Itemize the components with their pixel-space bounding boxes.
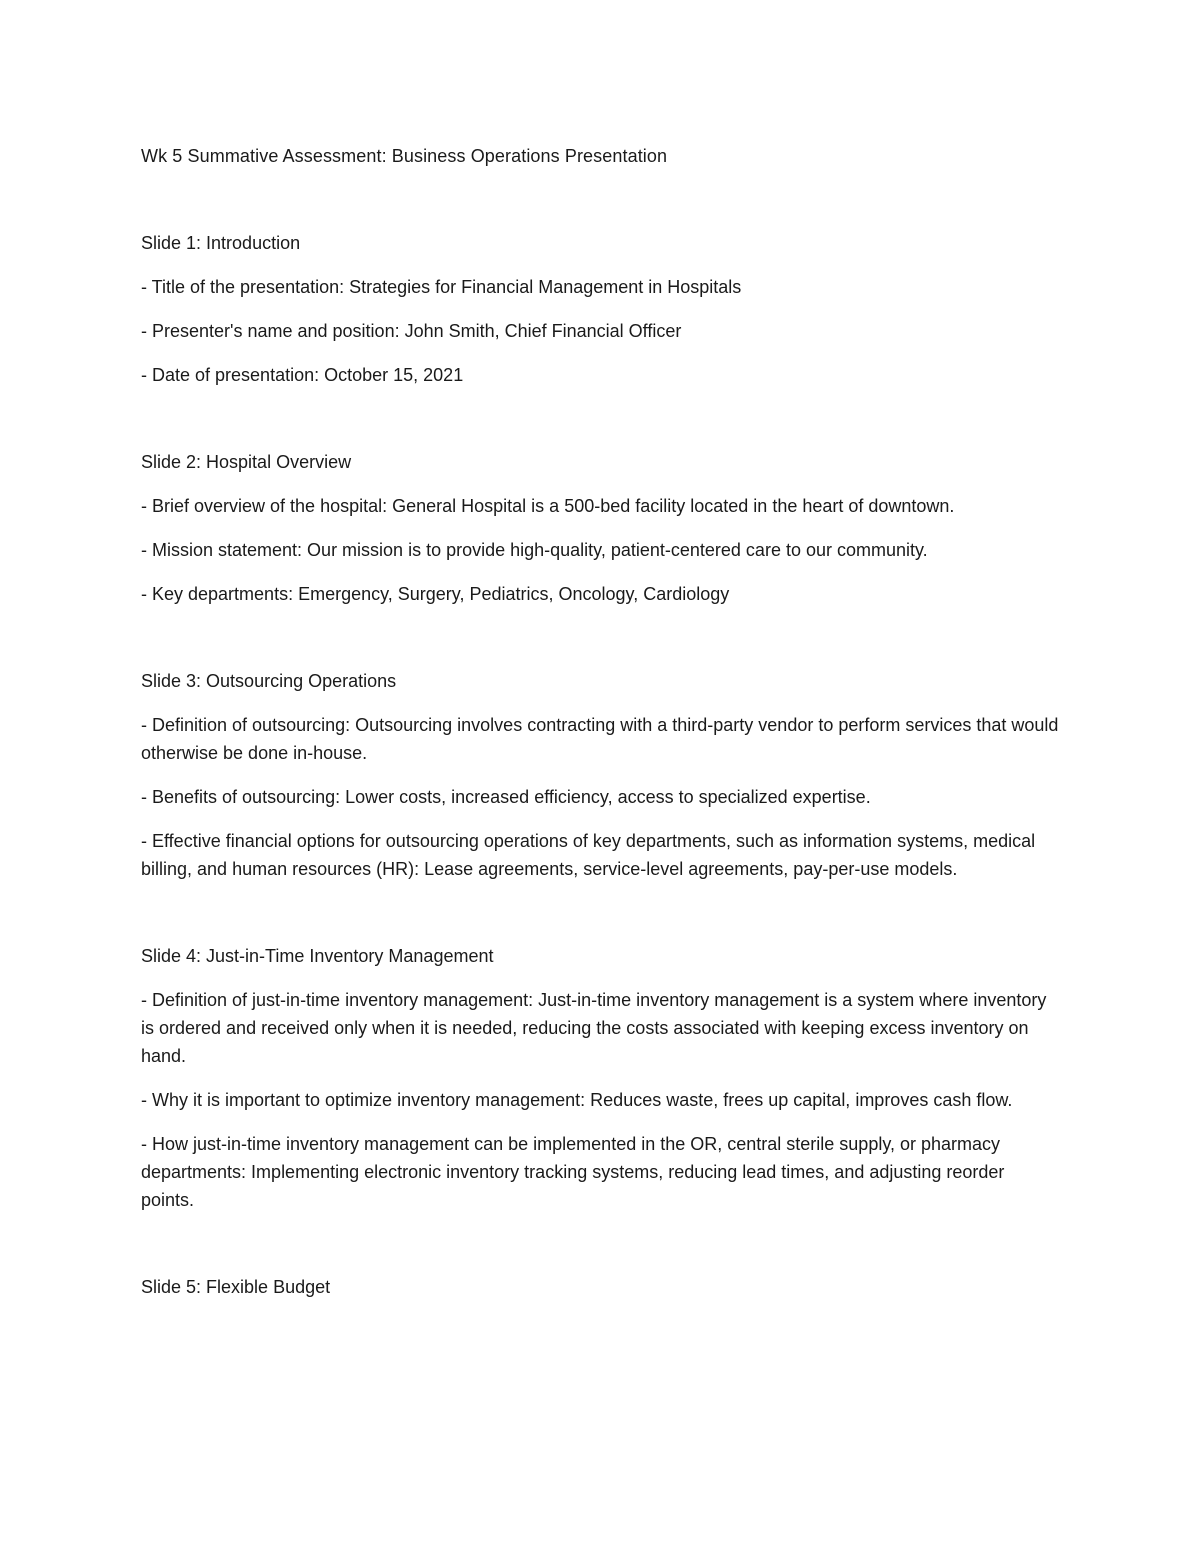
bullet-item: - Definition of outsourcing: Outsourcing involves contracting with a third-party vendor to perform services that would otherwise be done in-house. — [141, 715, 1059, 763]
section-heading: Slide 3: Outsourcing Operations — [141, 671, 397, 691]
section-slide-5 — [141, 1273, 1061, 1301]
bullet-item: - Key departments: Emergency, Surgery, Pediatrics, Oncology, Cardiology — [141, 584, 730, 604]
section-slide-1 — [141, 229, 1061, 389]
bullet-item: - Presenter's name and position: John Smith, Chief Financial Officer — [141, 321, 682, 341]
document-title: Wk 5 Summative Assessment: Business Operations Presentation — [141, 146, 668, 166]
section-heading: Slide 5: Flexible Budget — [141, 1277, 331, 1297]
section-heading: Slide 4: Just-in-Time Inventory Management — [141, 946, 494, 966]
bullet-item: - Definition of just-in-time inventory management: Just-in-time inventory management is a system where inventory is ordered and received only when it is needed, reducing the costs associated with keeping excess inventory on hand. — [141, 990, 1047, 1066]
section-heading: Slide 1: Introduction — [141, 233, 301, 253]
bullet-item: - Brief overview of the hospital: General Hospital is a 500-bed facility located in the heart of downtown. — [141, 496, 955, 516]
bullet-item: - Effective financial options for outsourcing operations of key departments, such as information systems, medical billing, and human resources (HR): Lease agreements, service-level agreements, pay-per-use models. — [141, 831, 1036, 879]
bullet-item: - Date of presentation: October 15, 2021 — [141, 365, 464, 385]
bullet-item: - Title of the presentation: Strategies for Financial Management in Hospitals — [141, 277, 742, 297]
bullet-item: - How just-in-time inventory management can be implemented in the OR, central sterile supply, or pharmacy departments: Implementing electronic inventory tracking systems, reducing lead times, and adjusting reorder points. — [141, 1134, 1005, 1210]
document-content — [141, 142, 1061, 1301]
section-slide-2 — [141, 448, 1061, 608]
bullet-item: - Mission statement: Our mission is to provide high-quality, patient-centered care to our community. — [141, 540, 928, 560]
section-slide-4 — [141, 942, 1061, 1214]
bullet-item: - Benefits of outsourcing: Lower costs, increased efficiency, access to specialized expertise. — [141, 787, 871, 807]
section-heading: Slide 2: Hospital Overview — [141, 452, 352, 472]
section-slide-3 — [141, 667, 1061, 883]
bullet-item: - Why it is important to optimize inventory management: Reduces waste, frees up capital, improves cash flow. — [141, 1090, 1013, 1110]
